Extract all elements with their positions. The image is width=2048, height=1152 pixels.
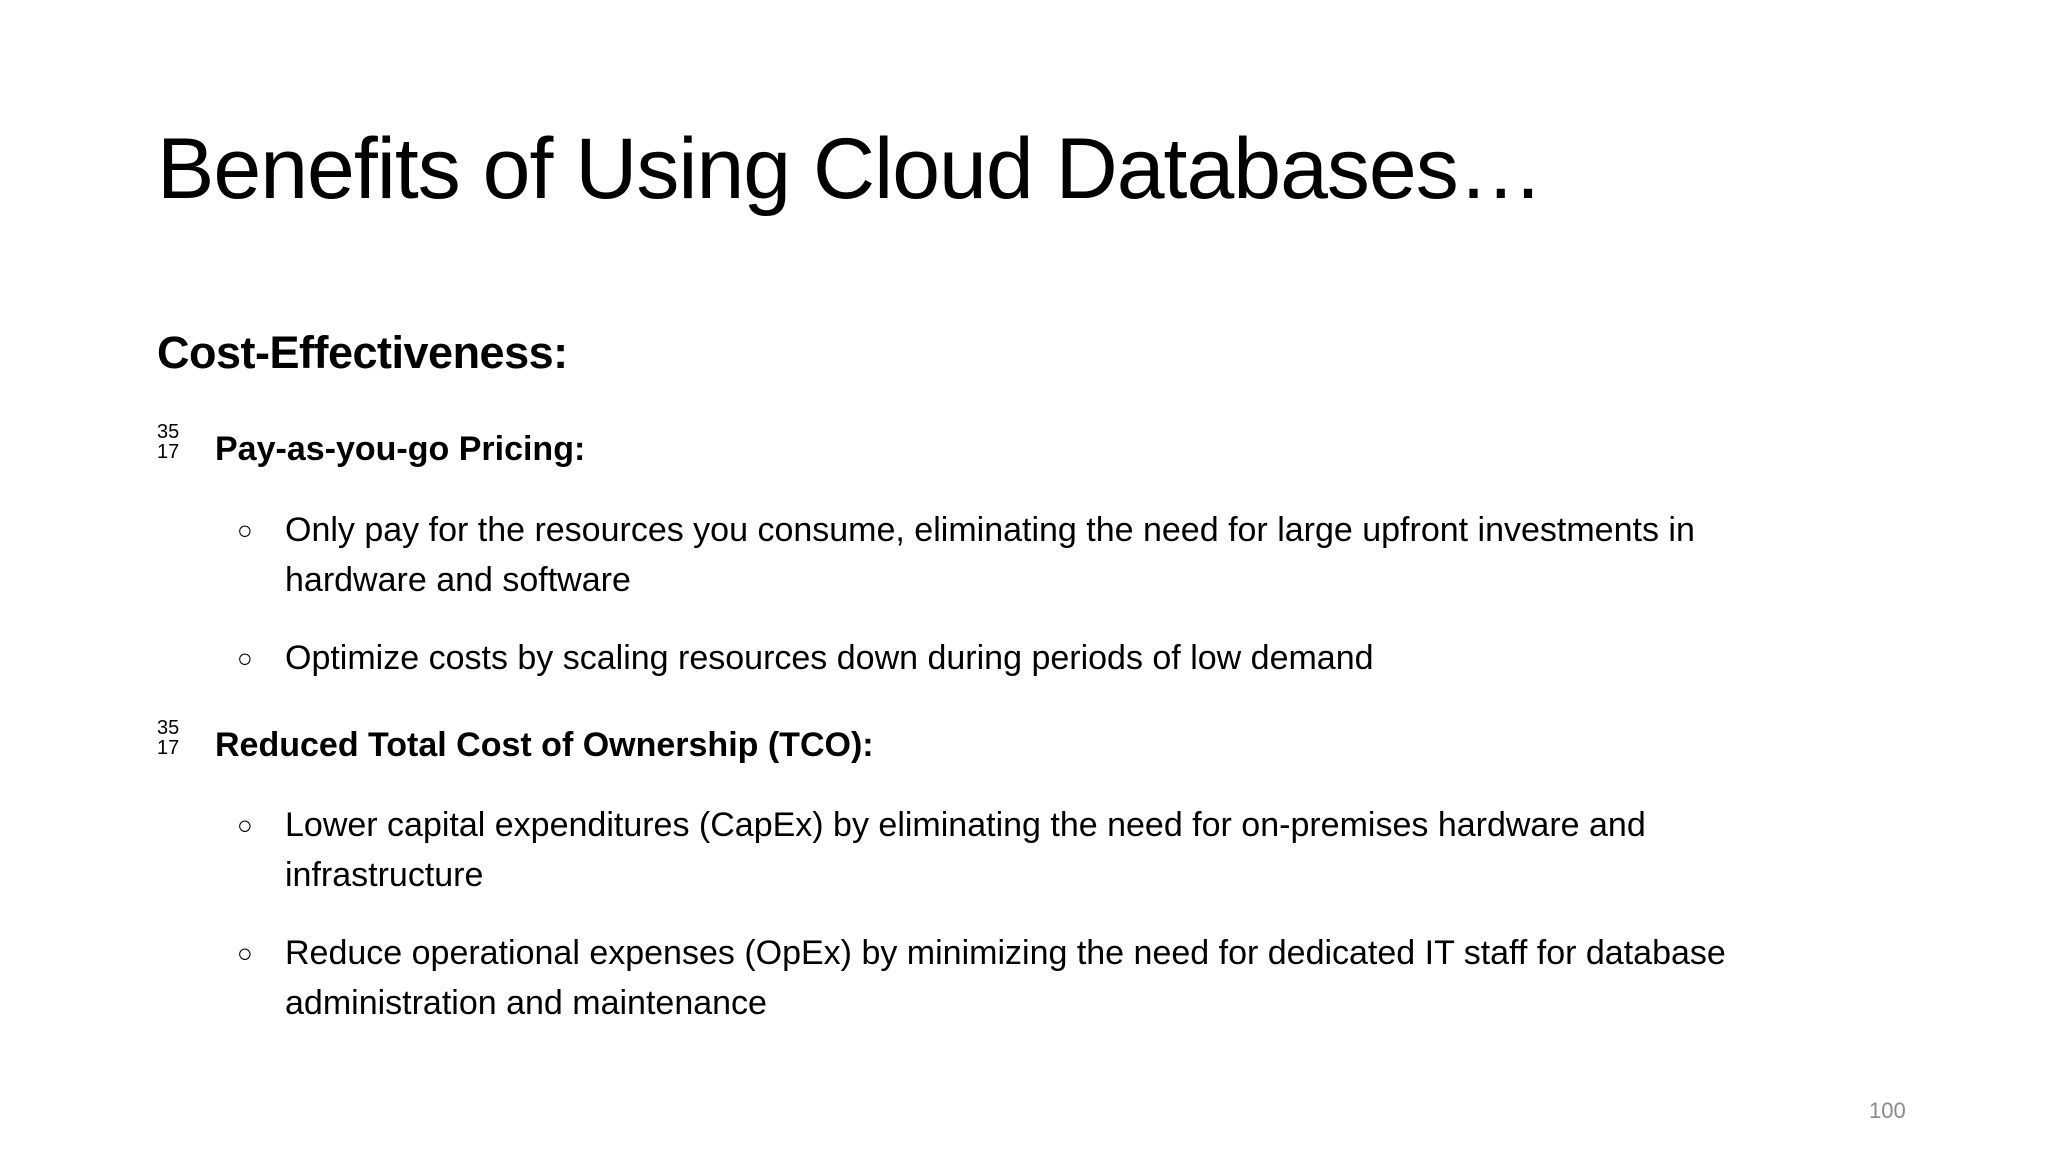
bullet-marker-icon: 35 17 bbox=[157, 717, 180, 759]
sub-bullet bbox=[237, 633, 1797, 683]
bullet-label: Pay-as-you-go Pricing: bbox=[215, 430, 586, 468]
hollow-circle-icon: ○ bbox=[237, 643, 253, 673]
bullet-pay-as-you-go bbox=[157, 422, 585, 470]
bullet-reduced-tco bbox=[157, 718, 874, 766]
sub-bullet-text: Reduce operational expenses (OpEx) by minimizing the need for dedicated IT staff for database administration and maintenance bbox=[285, 934, 1726, 1022]
hollow-circle-icon: ○ bbox=[237, 810, 253, 840]
sub-bullet bbox=[237, 800, 1797, 900]
sub-bullet-text: Optimize costs by scaling resources down during periods of low demand bbox=[285, 639, 1374, 677]
sub-bullet-text: Only pay for the resources you consume, eliminating the need for large upfront investments in hardware and software bbox=[285, 511, 1695, 599]
sub-bullet bbox=[237, 505, 1797, 605]
bullet-label: Reduced Total Cost of Ownership (TCO): bbox=[215, 726, 874, 764]
page-number: 100 bbox=[1869, 1098, 1906, 1123]
hollow-circle-icon: ○ bbox=[237, 515, 253, 545]
section-heading: Cost-Effectiveness: bbox=[157, 327, 568, 378]
sub-bullet-text: Lower capital expenditures (CapEx) by eliminating the need for on-premises hardware and infrastructure bbox=[285, 806, 1646, 894]
hollow-circle-icon: ○ bbox=[237, 938, 253, 968]
bullet-marker-icon: 35 17 bbox=[157, 421, 180, 463]
slide-title: Benefits of Using Cloud Databases… bbox=[157, 121, 1543, 217]
sub-bullet bbox=[237, 928, 1797, 1028]
